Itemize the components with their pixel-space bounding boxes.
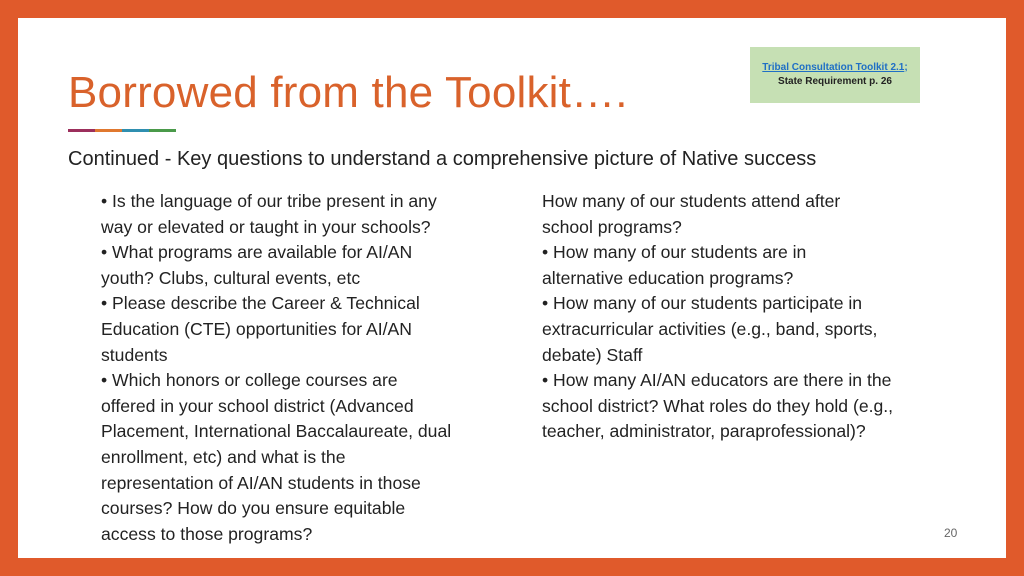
- left-question-column: [101, 189, 511, 547]
- question-line: alternative education programs?: [542, 267, 794, 288]
- question-line: teacher, administrator, paraprofessional)?: [542, 421, 866, 442]
- question-line: How many of our students attend after: [542, 191, 841, 211]
- accent-segment: [122, 129, 149, 132]
- accent-segment: [95, 129, 122, 132]
- slide-subtitle: Continued - Key questions to understand a comprehensive picture of Native success: [68, 148, 817, 170]
- slide: [18, 18, 1006, 558]
- question-line: • Which honors or college courses are: [101, 370, 398, 391]
- question-line: • How many of our students participate in: [542, 293, 863, 314]
- question-line: access to those programs?: [101, 523, 313, 544]
- question-line: representation of AI/AN students in those: [101, 472, 421, 493]
- question-line: • What programs are available for AI/AN: [101, 242, 413, 263]
- page-number: 20: [944, 526, 958, 540]
- slide-title: Borrowed from the Toolkit….: [68, 68, 628, 117]
- accent-segment: [149, 129, 176, 132]
- question-line: enrollment, etc) and what is the: [101, 446, 346, 467]
- right-question-column: [542, 189, 962, 445]
- question-line: • Please describe the Career & Technical: [101, 293, 420, 314]
- question-line: • Is the language of our tribe present in any: [101, 191, 437, 211]
- question-line: way or elevated or taught in your schools?: [101, 216, 431, 237]
- question-line: school district? What roles do they hold (e.g.,: [542, 395, 894, 416]
- reference-box: [750, 47, 920, 103]
- reference-separator: ;: [904, 62, 908, 73]
- question-line: Education (CTE) opportunities for AI/AN: [101, 318, 412, 339]
- question-line: students: [101, 344, 168, 365]
- question-line: • How many AI/AN educators are there in the: [542, 370, 892, 391]
- question-line: • How many of our students are in: [542, 242, 807, 263]
- question-line: extracurricular activities (e.g., band, sports,: [542, 318, 878, 339]
- question-line: offered in your school district (Advanced: [101, 395, 414, 416]
- question-line: youth? Clubs, cultural events, etc: [101, 267, 361, 288]
- question-line: debate) Staff: [542, 344, 643, 365]
- question-line: school programs?: [542, 216, 682, 237]
- reference-link-line: [750, 61, 920, 75]
- question-line: Placement, International Baccalaureate, dual: [101, 421, 452, 442]
- toolkit-link[interactable]: Tribal Consultation Toolkit 2.1: [762, 62, 905, 73]
- question-line: courses? How do you ensure equitable: [101, 498, 406, 519]
- title-accent-bar: [68, 129, 176, 132]
- accent-segment: [68, 129, 95, 132]
- reference-subtext: State Requirement p. 26: [778, 76, 892, 87]
